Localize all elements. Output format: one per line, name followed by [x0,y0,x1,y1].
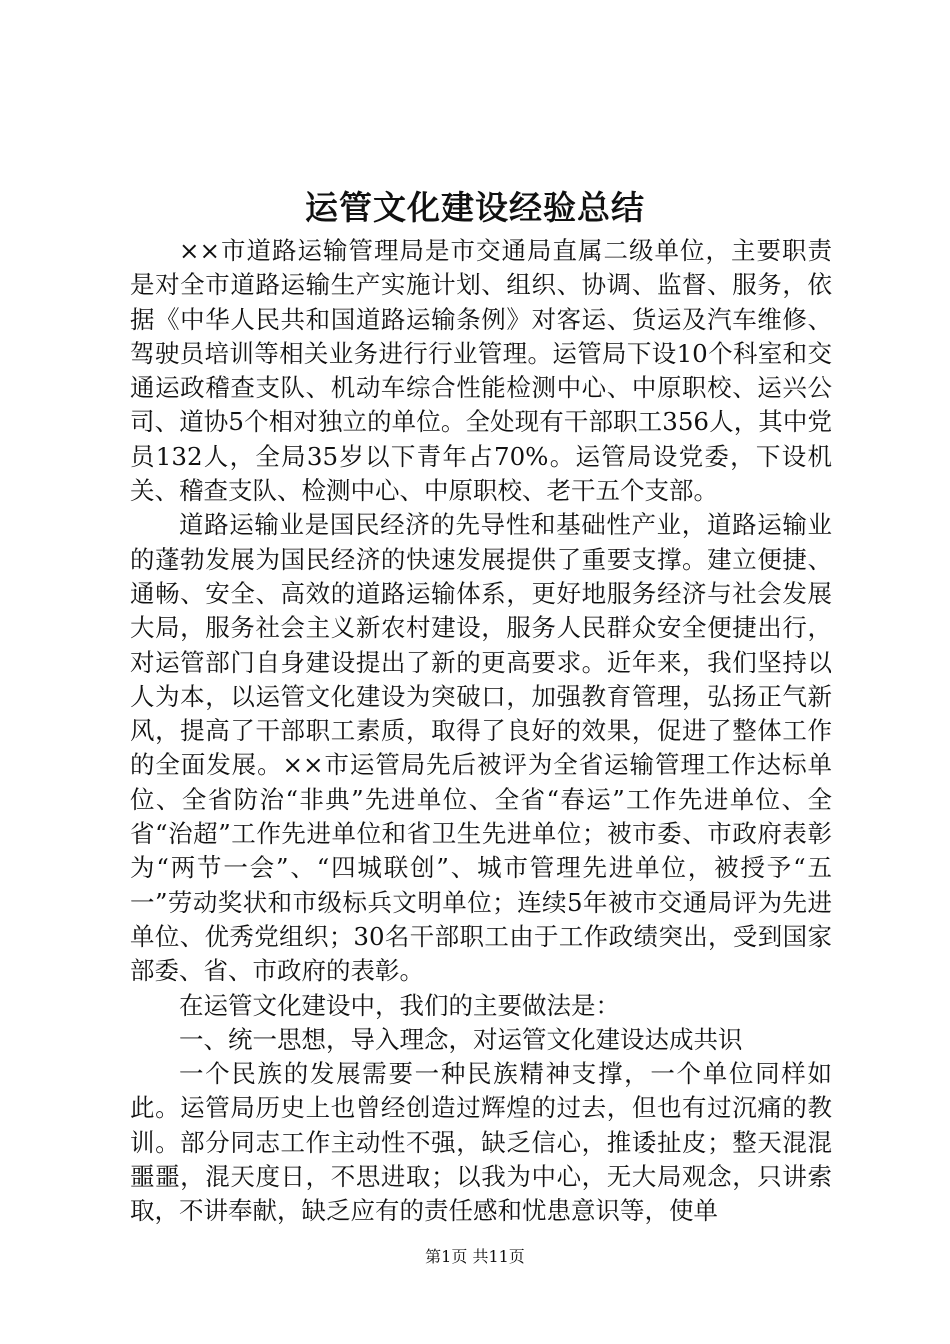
paragraph-achievements: 道路运输业是国民经济的先导性和基础性产业，道路运输业的蓬勃发展为国民经济的快速发展提供了重要支撑。建立便捷、通畅、安全、高效的道路运输体系，更好地服务经济与社会发展大局，服务社会主义新农村建设，服务人民群众安全便捷出行，对运管部门自身建设提出了新的更高要求。近年来，我们坚持以人为本，以运管文化建设为突破口，加强教育管理，弘扬正气新风，提高了干部职工素质，取得了良好的效果，促进了整体工作的全面发展。××市运管局先后被评为全省运输管理工作达标单位、全省防治“非典”先进单位、全省“春运”工作先进单位、全省“治超”工作先进单位和省卫生先进单位；被市委、市政府表彰为“两节一会”、“四城联创”、城市管理先进单位，被授予“五一”劳动奖状和市级标兵文明单位；连续5年被市交通局评为先进单位、优秀党组织；30名干部职工由于工作政绩突出，受到国家部委、省、市政府的表彰。 [130,510,832,986]
document-title: 运管文化建设经验总结 [305,188,645,227]
paragraph-methods-intro: 在运管文化建设中，我们的主要做法是： [179,990,620,1020]
page-footer: 第1页 共11页 [425,1247,525,1266]
paragraph-intro: ××市道路运输管理局是市交通局直属二级单位，主要职责是对全市道路运输生产实施计划、组织、协调、监督、服务，依据《中华人民共和国道路运输条例》对客运、货运及汽车维修、驾驶员培训等相关业务进行行业管理。运管局下设10个科室和交通运政稽查支队、机动车综合性能检测中心、中原职校、运兴公司、道协5个相对独立的单位。全处现有干部职工356人，其中党员132人，全局35岁以下青年占70%。运管局设党委，下设机关、稽查支队、检测中心、中原职校、老干五个支部。 [130,236,832,506]
section-heading-1: 一、统一思想，导入理念，对运管文化建设达成共识 [179,1024,743,1054]
document-body [130,234,832,1229]
paragraph-section-1: 一个民族的发展需要一种民族精神支撑，一个单位同样如此。运管局历史上也曾经创造过辉煌的过去，但也有过沉痛的教训。部分同志工作主动性不强，缺乏信心，推诿扯皮；整天混混噩噩，混天度日，不思进取；以我为中心，无大局观念，只讲索取，不讲奉献，缺乏应有的责任感和忧患意识等，使单 [130,1059,832,1226]
